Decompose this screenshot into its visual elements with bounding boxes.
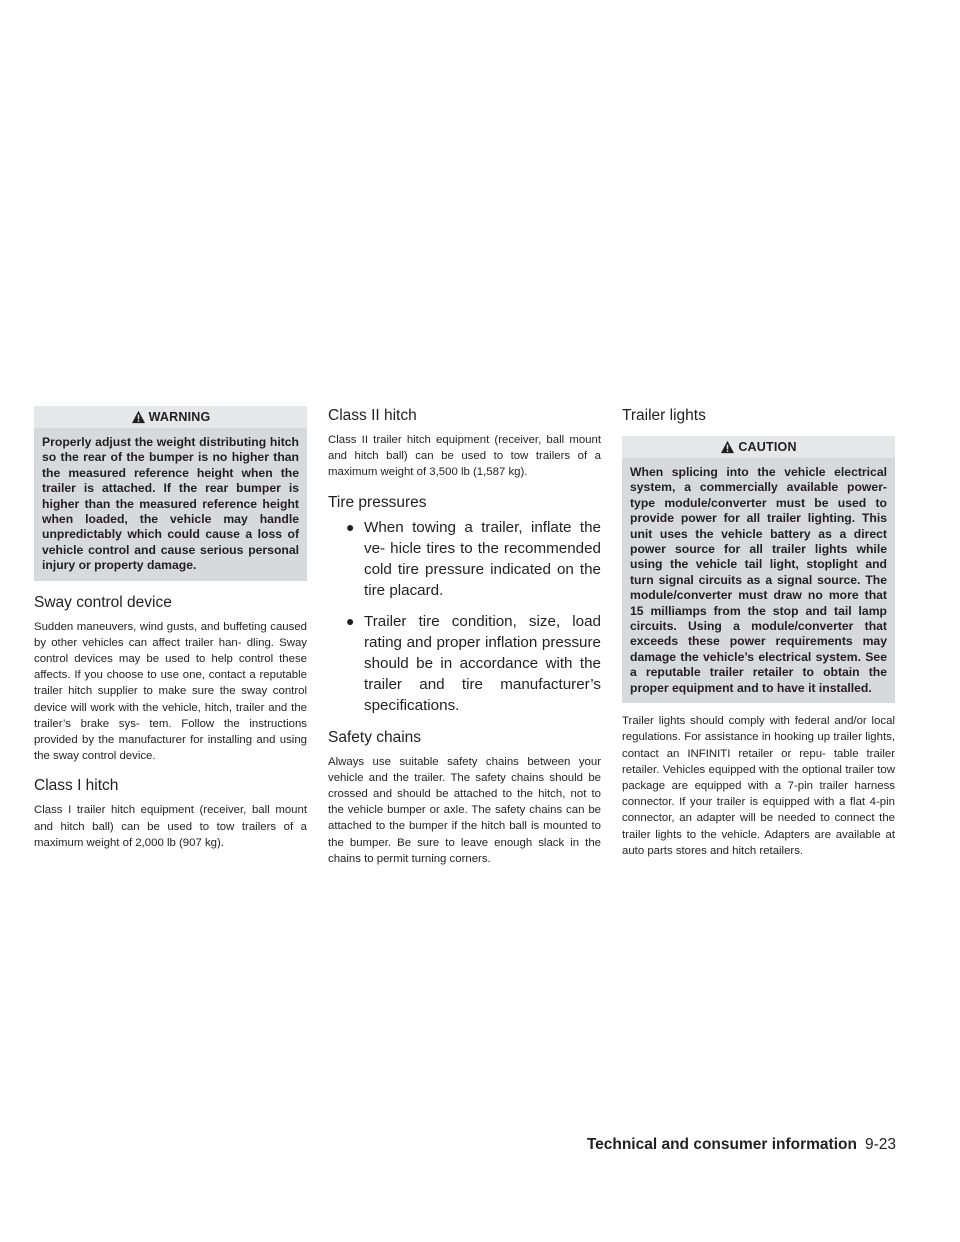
column-right	[622, 406, 895, 859]
tire-heading: Tire pressures	[328, 493, 427, 511]
footer-section: Technical and consumer information	[586, 1136, 857, 1153]
warning-text: Properly adjust the weight distributing hitch so the rear of the bumper is no higher than the measured reference height when the trailer is attached. If the rear bumper is higher than the measured reference height when loaded, the vehicle may handle unpredictably which could cause a loss of vehicle control and cause serious personal injury or property damage.	[42, 435, 299, 573]
class2-text: Class II trailer hitch equipment (receiver, ball mount and hitch ball) can be used to tow trailers of a maximum weight of 3,500 lb (1,587 kg).	[328, 434, 601, 479]
warning-box	[34, 406, 307, 581]
safety-heading: Safety chains	[328, 728, 422, 746]
class1-text: Class I trailer hitch equipment (receiver, ball mount and hitch ball) can be used to tow trailers of a maximum weight of 2,000 lb (907 kg).	[34, 804, 307, 849]
sway-heading: Sway control device	[34, 593, 172, 611]
warning-title: WARNING	[148, 410, 211, 424]
safety-text: Always use suitable safety chains between your vehicle and the trailer. The safety chains should be crossed and should be attached to the hitch, not to the vehicle bumper or axle. The safety chains can be attached to the bumper if the hitch ball is mounted to the bumper. Be sure to leave enough slack in the chains to permit turning corners.	[328, 755, 601, 865]
column-left	[34, 406, 307, 851]
page-number: 9-23	[864, 1136, 896, 1153]
tire-list	[328, 517, 601, 716]
list-item: ● Trailer tire condition, size, load rating and proper inflation pressure should be in accordance with the trailer and tire manufacturer’s specifications.	[346, 612, 601, 714]
caution-title: CAUTION	[738, 440, 797, 454]
caution-text: When splicing into the vehicle electrical system, a commercially available power- type module/converter must be used to provide power for all trailer lighting. This unit uses the vehicle battery as a direct power source for all trailer lights while using the vehicle tail light, stoplight and turn signal circuits as a signal source. The module/converter must draw no more that 15 milliamps from the stop and tail lamp circuits. Using a module/converter that exceeds these power requirements may damage the vehicle’s electrical system. See a reputable trailer retailer to obtain the proper equipment and to have it installed.	[630, 465, 887, 695]
page-footer	[587, 1136, 896, 1154]
caution-box	[622, 436, 895, 703]
lights-heading: Trailer lights	[622, 407, 706, 424]
bullet-icon: ●	[346, 612, 355, 629]
warning-header	[34, 406, 307, 428]
list-item: ● When towing a trailer, inflate the ve- hicle tires to the recommended cold tire pressure indicated on the tire placard.	[346, 518, 601, 599]
caution-header	[622, 436, 895, 458]
class1-heading: Class I hitch	[34, 777, 119, 795]
lights-text: Trailer lights should comply with federal and/or local regulations. For assistance in hooking up trailer lights, contact an INFINITI retailer or repu- table trailer retailer. Vehicles equipped with the optional trailer tow package are equipped with a 7-pin trailer harness connector. If your trailer is equipped with a flat 4-pin connector, an adapter will be needed to connect the trailer lights to the vehicle. Adapters are available at auto parts stores and hitch retailers.	[622, 715, 895, 857]
warning-triangle-icon	[131, 410, 146, 424]
warning-triangle-icon	[720, 440, 735, 454]
class2-heading: Class II hitch	[328, 407, 417, 424]
column-middle	[328, 406, 601, 867]
bullet-icon: ●	[346, 518, 355, 535]
sway-text: Sudden maneuvers, wind gusts, and buffeting caused by other vehicles can affect trailer han- dling. Sway control devices may be used to help control these affects. If you choose to use one, contact a reputable trailer hitch supplier to make sure the sway control device will work with the vehicle, hitch, trailer and the trailer’s brake sys- tem. Follow the instructions provided by the manufacturer for installing and using the sway control device.	[34, 620, 307, 763]
